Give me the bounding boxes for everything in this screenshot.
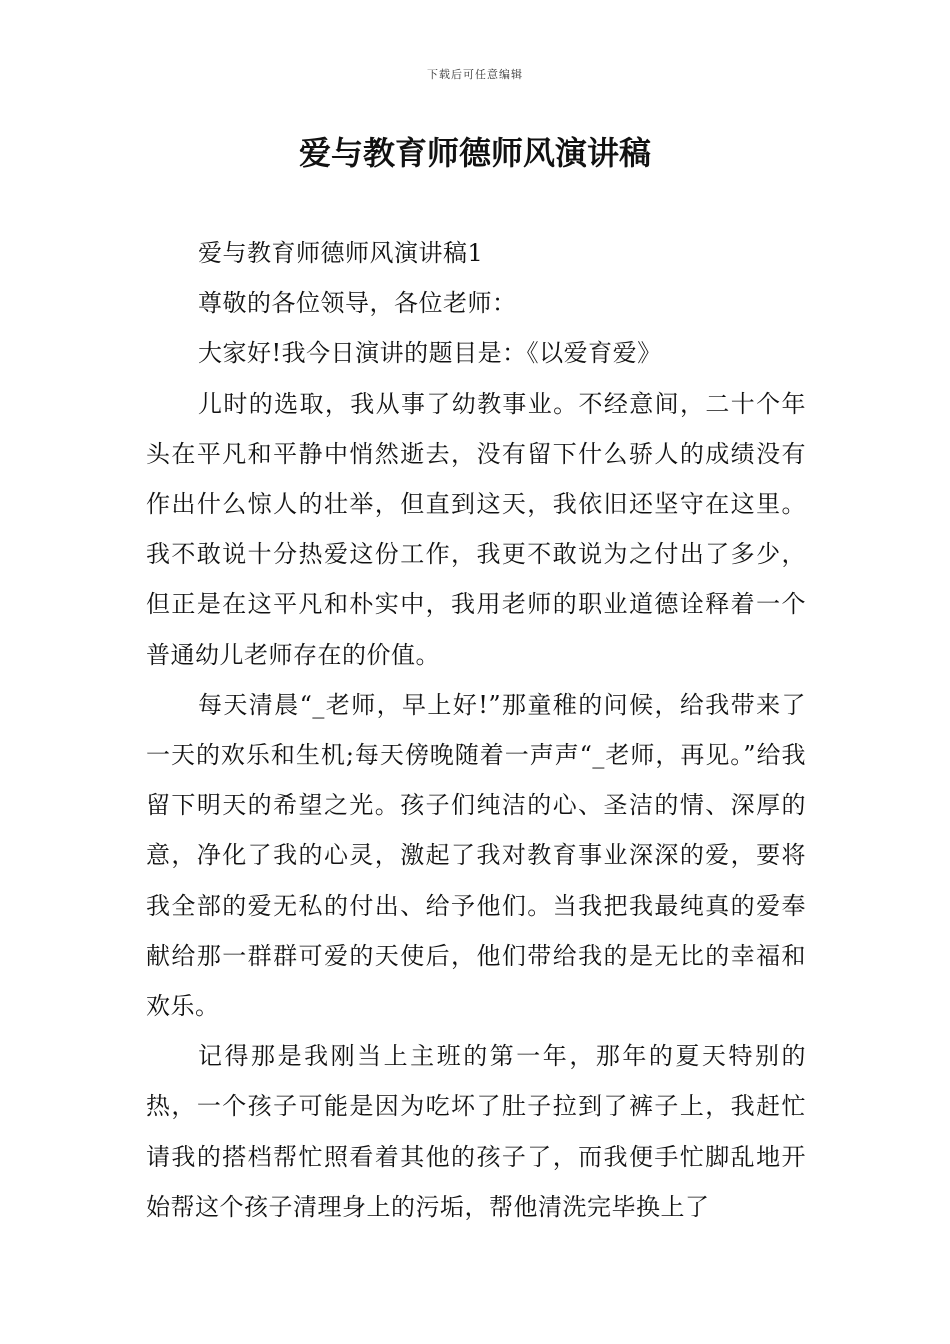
document-body (146, 228, 806, 1232)
paragraph-body-2: 每天清晨“_老师，早上好!”那童稚的问候，给我带来了一天的欢乐和生机;每天傍晚随着一声声“_老师，再见。”给我留下明天的希望之光。孩子们纯洁的心、圣洁的情、深厚的意，净化了我的心灵，激起了我对教育事业深深的爱，要将我全部的爱无私的付出、给予他们。当我把我最纯真的爱奉献给那一群群可爱的天使后，他们带给我的是无比的幸福和欢乐。 (146, 690, 806, 1021)
paragraph-salutation: 尊敬的各位领导，各位老师： (198, 289, 517, 318)
paragraph-subtitle: 爱与教育师德师风演讲稿1 (198, 239, 484, 267)
header-note: 下载后可任意编辑 (427, 68, 523, 81)
paragraph-body-1: 儿时的选取，我从事了幼教事业。不经意间，二十个年头在平凡和平静中悄然逝去，没有留下什么骄人的成绩没有作出什么惊人的壮举，但直到这天，我依旧还坚守在这里。我不敢说十分热爱这份工作，我更不敢说为之付出了多少，但正是在这平凡和朴实中，我用老师的职业道德诠释着一个普通幼儿老师存在的价值。 (146, 389, 806, 669)
document-title: 爱与教育师德师风演讲稿 (298, 134, 651, 172)
paragraph-body-3: 记得那是我刚当上主班的第一年，那年的夏天特别的热，一个孩子可能是因为吃坏了肚子拉到了裤子上，我赶忙请我的搭档帮忙照看着其他的孩子了，而我便手忙脚乱地开始帮这个孩子清理身上的污垢，帮他清洗完毕换上了 (146, 1042, 806, 1221)
paragraph-greeting: 大家好!我今日演讲的题目是：《以爱育爱》 (198, 339, 662, 368)
